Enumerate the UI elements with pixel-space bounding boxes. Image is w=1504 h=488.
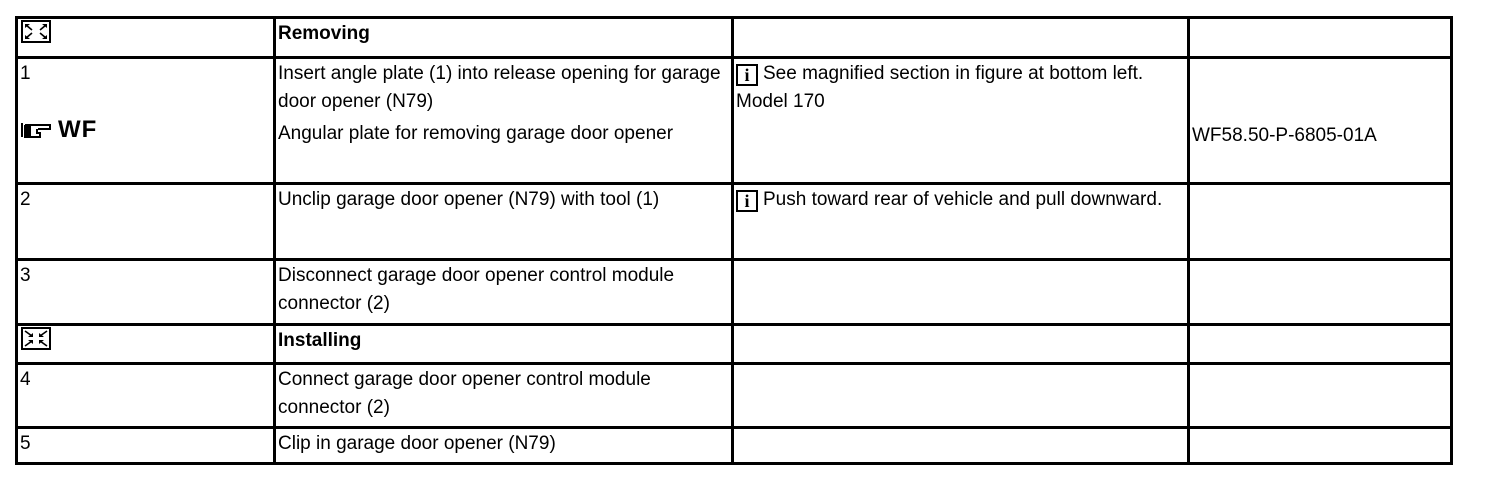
section-title-removing: Removing: [275, 18, 733, 58]
expand-arrows-out-icon: [21, 20, 51, 43]
section-title-installing: Installing: [275, 325, 733, 364]
step-number: 5: [20, 433, 31, 454]
info-icon: i: [736, 190, 758, 212]
tool-label: WF: [58, 116, 98, 143]
step-number-cell: [17, 58, 275, 184]
step-text-cell: [275, 58, 733, 184]
step-row-4: [17, 364, 1452, 428]
step-note: Push toward rear of vehicle and pull downward.: [763, 189, 1163, 210]
step-text: Disconnect garage door opener control module connector (2): [278, 265, 675, 314]
step-row-2: [17, 184, 1452, 260]
part-number-cell: [1189, 58, 1452, 184]
tool-description: Angular plate for removing garage door opener: [278, 123, 674, 144]
section-row-installing: [17, 325, 1452, 364]
step-text: Clip in garage door opener (N79): [278, 433, 556, 454]
section-row-removing: [17, 18, 1452, 58]
step-row-5: [17, 428, 1452, 464]
step-number: 1: [20, 63, 31, 84]
step-note: See magnified section in figure at bottom left.: [763, 63, 1144, 84]
tool-reference: [20, 116, 269, 144]
procedure-table: [15, 16, 1453, 465]
step-text: Insert angle plate (1) into release opening for garage door opener (N79): [278, 63, 721, 112]
step-text: Connect garage door opener control module connector (2): [278, 369, 651, 418]
pointing-hand-icon: [20, 119, 56, 141]
step-number: 3: [20, 265, 31, 286]
step-number: 4: [20, 369, 31, 390]
step-row-3: [17, 260, 1452, 325]
section-icon-cell: [17, 325, 275, 364]
step-text: Unclip garage door opener (N79) with tool (1): [278, 189, 660, 210]
collapse-arrows-in-icon: [21, 327, 51, 350]
step-note-cell: [733, 58, 1189, 184]
step-number: 2: [20, 189, 31, 210]
section-icon-cell: [17, 18, 275, 58]
tool-model: Model 170: [736, 91, 825, 112]
step-row-1: [17, 58, 1452, 184]
part-number: WF58.50-P-6805-01A: [1192, 125, 1377, 146]
info-icon: i: [736, 64, 758, 86]
